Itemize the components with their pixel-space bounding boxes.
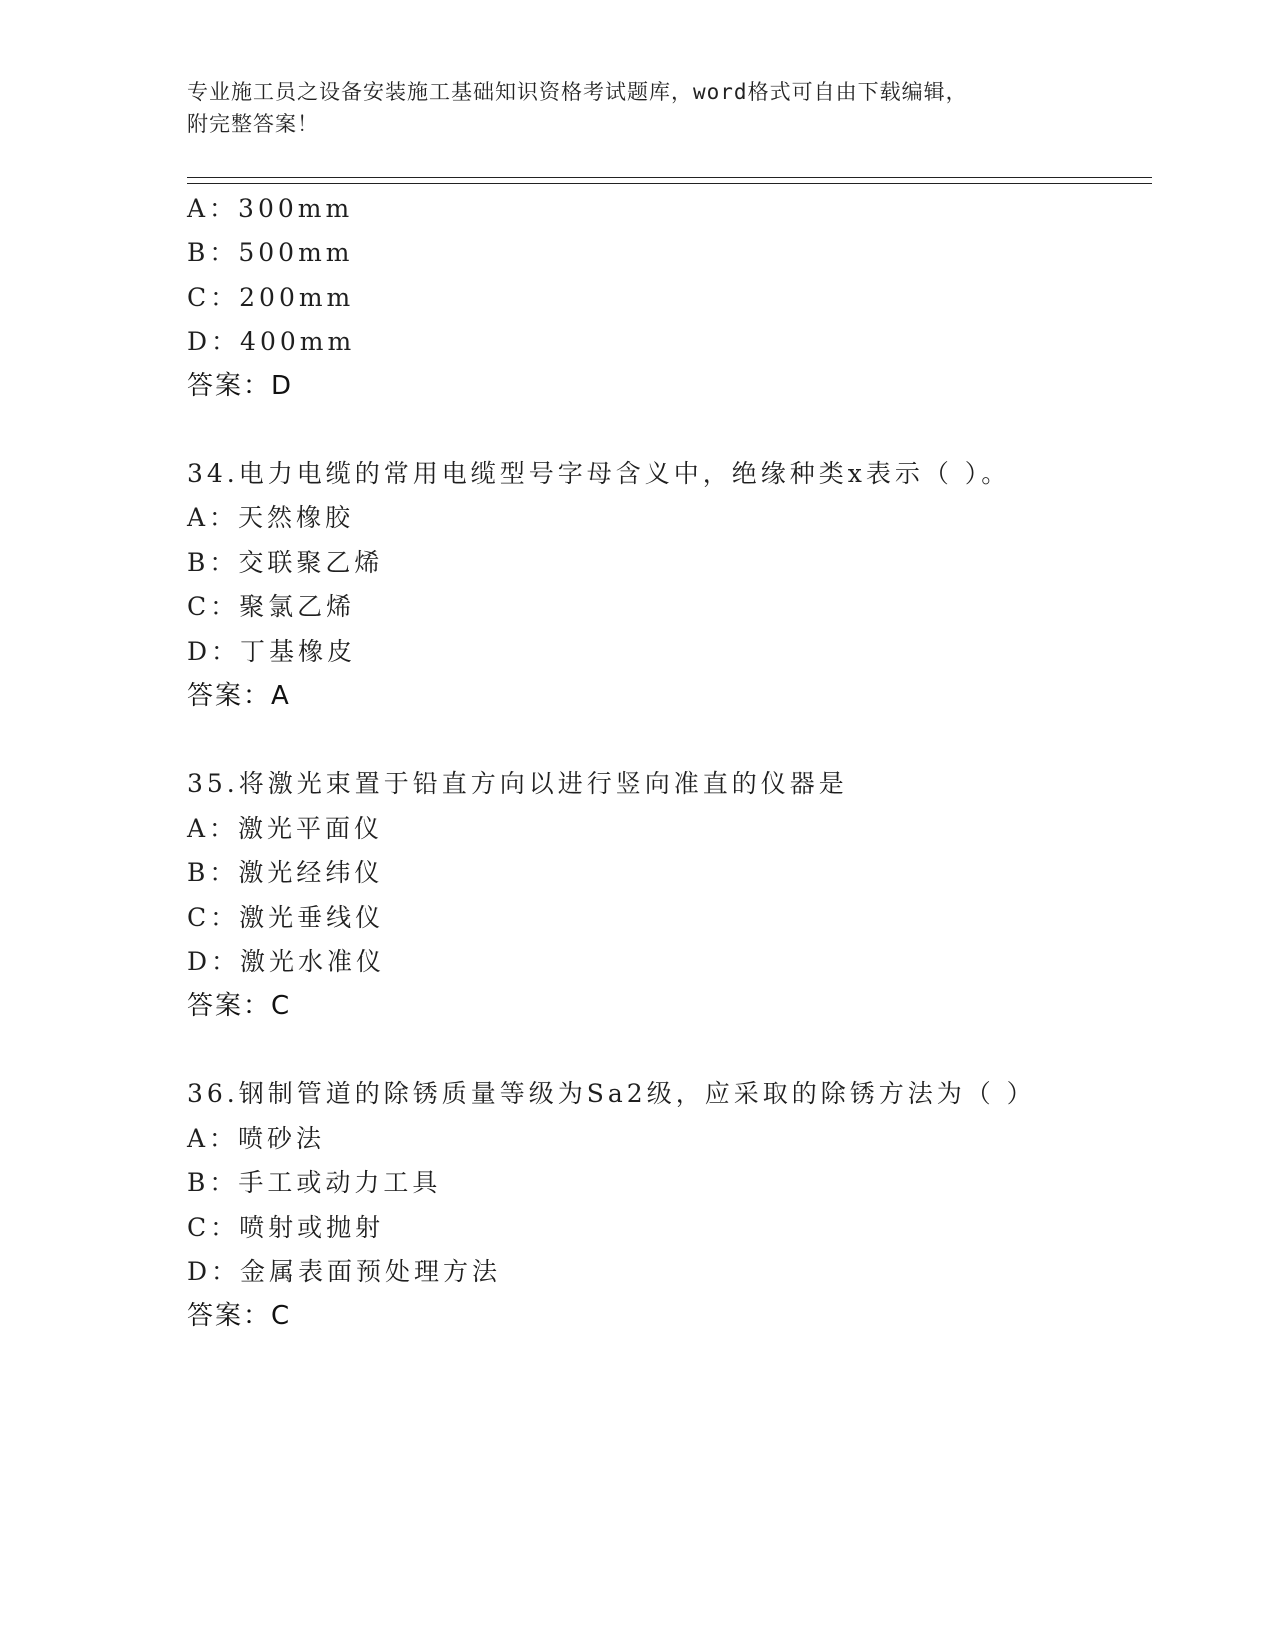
q34-answer: 答案：A bbox=[187, 681, 291, 711]
q35-option-a: A：激光平面仪 bbox=[187, 814, 384, 843]
q33-option-a: A：300mm bbox=[187, 194, 354, 223]
header-line-2: 附完整答案！ bbox=[187, 112, 319, 136]
header-divider-top bbox=[187, 177, 1152, 178]
q34-option-c: C：聚氯乙烯 bbox=[187, 592, 356, 621]
q33-answer: 答案：D bbox=[187, 371, 294, 401]
q36-option-d: D：金属表面预处理方法 bbox=[187, 1257, 502, 1286]
q35-option-d: D：激光水准仪 bbox=[187, 947, 386, 976]
q34-option-a: A：天然橡胶 bbox=[187, 503, 355, 532]
q33-option-b: B：500mm bbox=[187, 238, 354, 267]
document-header bbox=[187, 76, 1087, 140]
q36-option-a: A：喷砂法 bbox=[187, 1124, 326, 1153]
q35-answer: 答案：C bbox=[187, 991, 292, 1021]
q35-question: 35.将激光束置于铅直方向以进行竖向准直的仪器是 bbox=[187, 769, 848, 798]
header-line-1: 专业施工员之设备安装施工基础知识资格考试题库，word格式可自由下载编辑， bbox=[187, 80, 968, 104]
q35-option-c: C：激光垂线仪 bbox=[187, 903, 385, 932]
q36-answer: 答案：C bbox=[187, 1301, 292, 1331]
q36-question: 36.钢制管道的除锈质量等级为Sa2级，应采取的除锈方法为（ ） bbox=[187, 1079, 1036, 1108]
q35-option-b: B：激光经纬仪 bbox=[187, 858, 384, 887]
header-divider-bottom bbox=[187, 183, 1152, 184]
q36-option-c: C：喷射或抛射 bbox=[187, 1213, 385, 1242]
q34-option-b: B：交联聚乙烯 bbox=[187, 548, 384, 577]
q34-question: 34.电力电缆的常用电缆型号字母含义中，绝缘种类x表示（ ）。 bbox=[187, 459, 1011, 488]
q36-option-b: B：手工或动力工具 bbox=[187, 1168, 442, 1197]
q34-option-d: D：丁基橡皮 bbox=[187, 637, 357, 666]
q33-option-c: C：200mm bbox=[187, 283, 355, 312]
q33-option-d: D：400mm bbox=[187, 327, 356, 356]
